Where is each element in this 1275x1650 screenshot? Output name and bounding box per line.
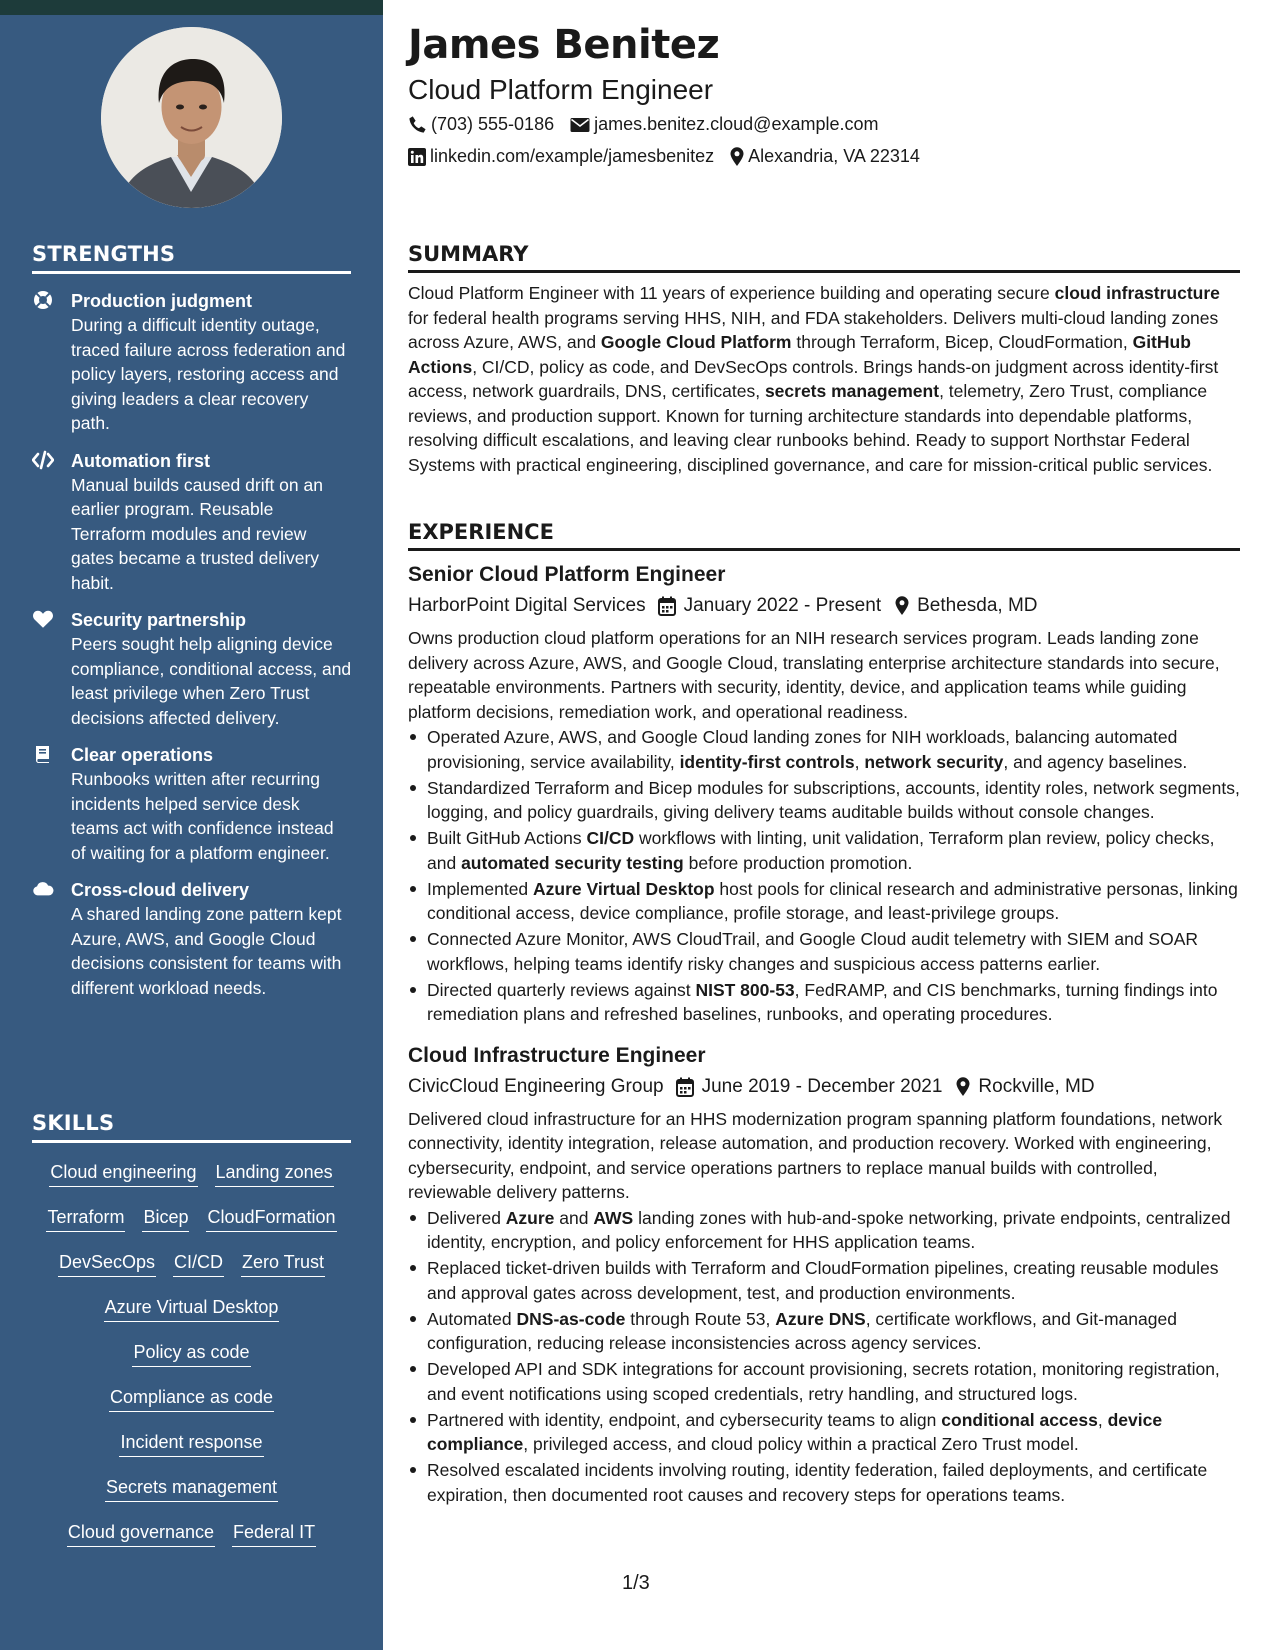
linkedin-icon [408,148,426,166]
job-company: CivicCloud Engineering Group [408,1075,664,1097]
text-run: landing zones with hub-and-spoke networking, private endpoints, centralized identity, encryption, and policy enforcement for HHS application teams. [427,1207,1231,1252]
job-description: Delivered cloud infrastructure for an HHS modernization program spanning platform foundations, network connectivity, identity integration, release automation, and production recovery. Worked with engineering, cybersecurity, endpoint, and service operations partners to replace manual builds with controlled, reviewable delivery patterns. [408,1108,1223,1202]
calendar-icon [658,596,676,616]
contact-email[interactable] [570,114,878,135]
text-run: Connected Azure Monitor, AWS CloudTrail, and Google Cloud audit telemetry with SIEM and SOAR workflows, helping teams identify risky changes and suspicious access patterns earlier. [427,929,1199,974]
life-ring-icon [32,290,54,310]
candidate-name: James Benitez [408,22,720,68]
text-run: , certificate workflows, and Git-managed configuration, reducing release inconsistencies across agency services. [427,1308,1177,1353]
text-run: and [554,1207,594,1228]
contact-phone [408,114,554,135]
strength-description: During a difficult identity outage, traced failure across federation and policy layers, restoring access and giving leaders a clear recovery path. [71,315,346,433]
job-bullet [408,927,1240,976]
skills-list [30,1160,353,1565]
text-run: Partnered with identity, endpoint, and cybersecurity teams to align [427,1409,942,1430]
job-bullet [408,776,1240,825]
text-run: Implemented [427,878,534,899]
experience-section [408,520,1240,1509]
emphasis-text: GitHub Actions [408,332,1191,377]
contact-linkedin[interactable] [408,146,714,167]
text-run: Delivered [427,1207,506,1228]
emphasis-text: AWS [593,1207,634,1228]
job-entry [408,561,1240,1027]
location-text: Alexandria, VA 22314 [748,146,920,166]
text-run: , CI/CD, policy as code, and DevSecOps controls. Brings hands-on judgment across identity-first access, network guardrails, DNS, certificates, [408,356,1219,401]
summary-section [408,242,1240,477]
emphasis-text: Azure Virtual Desktop [533,878,715,899]
experience-heading: EXPERIENCE [408,520,1240,551]
strengths-list [32,289,352,1013]
strength-item [32,289,352,436]
text-run: before production promotion. [683,852,913,873]
cloud-icon [32,879,54,899]
linkedin-text[interactable]: linkedin.com/example/jamesbenitez [430,146,715,166]
job-bullet [408,1307,1240,1356]
candidate-title: Cloud Platform Engineer [408,74,714,105]
job-bullet [408,978,1240,1027]
summary-text [408,281,1240,477]
emphasis-text: Google Cloud Platform [600,332,792,352]
contact-row [408,114,879,135]
emphasis-text: identity-first controls [679,751,855,772]
text-run: Built GitHub Actions [427,828,587,848]
phone-icon [408,115,427,134]
strength-title: Automation first [71,450,210,471]
job-title: Senior Cloud Platform Engineer [408,563,726,586]
text-run: , [854,751,865,772]
contact-location [730,146,920,167]
skill-tag: Policy as code [132,1340,250,1367]
job-bullet [408,725,1240,774]
emphasis-text: conditional access [941,1409,1098,1430]
page-number: 1/3 [622,1572,650,1594]
job-location: Bethesda, MD [917,595,1038,616]
text-run: for federal health programs serving HHS, NIH, and FDA stakeholders. Delivers multi-cloud landing zones across Azure, AWS, and [408,307,1219,352]
strength-item [32,878,352,1000]
text-run: workflows with linting, unit validation, Terraform plan review, policy checks, and [427,828,1215,873]
contact-row [408,146,920,167]
text-run: Operated Azure, AWS, and Google Cloud landing zones for NIH workloads, balancing automated provisioning, service availability, [427,727,1178,772]
skill-tag: Terraform [46,1205,125,1232]
emphasis-text: automated security testing [461,852,684,873]
job-dates: June 2019 - December 2021 [701,1075,943,1097]
skill-row [30,1205,353,1250]
strength-description: Manual builds caused drift on an earlier program. Reusable Terraform modules and review gates became a trusted delivery habit. [71,474,323,593]
sidebar-top-bar [0,0,383,15]
strength-title: Production judgment [71,291,252,311]
skill-row [30,1520,353,1565]
skill-row [30,1430,353,1475]
emphasis-text: NIST 800-53 [695,979,795,1000]
skill-tag: CI/CD [173,1250,224,1277]
job-dates: January 2022 - Present [683,595,882,616]
strength-description: Runbooks written after recurring incidents helped service desk teams act with confidence instead of waiting for a platform engineer. [71,769,334,863]
text-run: Resolved escalated incidents involving routing, identity federation, failed deployments, and certificate expiration, then documented root causes and recovery steps for operations teams. [427,1460,1208,1505]
job-location: Rockville, MD [978,1075,1095,1097]
envelope-icon [570,117,590,133]
profile-photo [101,27,282,208]
job-bullet [408,1458,1240,1507]
text-run: Standardized Terraform and Bicep modules for subscriptions, accounts, identity roles, network segments, logging, and policy guardrails, giving delivery teams auditable builds without console changes. [427,777,1240,822]
job-description: Owns production cloud platform operations for an NIH research services program. Leads landing zone delivery across Azure, AWS, and Google Cloud, translating enterprise architecture standards into secure, repeatable environments. Partners with security, identity, device, and application teams while guiding platform decisions, remediation work, and operational readiness. [408,628,1220,722]
skill-row [30,1340,353,1385]
strength-title: Clear operations [71,745,214,765]
text-run: Replaced ticket-driven builds with Terraform and CloudFormation pipelines, creating reusable modules and approval gates across development, test, and production environments. [427,1258,1219,1303]
strength-item [32,449,352,596]
job-entry [408,1042,1240,1508]
text-run: Automated [427,1308,517,1329]
emphasis-text: Azure DNS [775,1308,866,1329]
skills-heading: SKILLS [32,1111,351,1143]
job-company: HarborPoint Digital Services [408,595,646,616]
skill-tag: DevSecOps [58,1250,156,1277]
text-run: , FedRAMP, and CIS benchmarks, turning findings into remediation plans and refreshed baselines, runbooks, and operating procedures. [427,979,1218,1024]
strengths-heading: STRENGTHS [32,242,351,274]
strength-description: A shared landing zone pattern kept Azure, AWS, and Google Cloud decisions consistent for teams with different workload needs. [71,904,342,998]
text-run: through Terraform, Bicep, CloudFormation, [791,332,1133,352]
skill-tag: Compliance as code [109,1385,274,1412]
phone-text: (703) 555-0186 [431,114,555,134]
job-bullet [408,1256,1240,1305]
job-bullets [408,725,1240,1027]
text-run: Cloud Platform Engineer with 11 years of experience building and operating secure [408,283,1055,303]
text-run: , privileged access, and cloud policy within a practical Zero Trust model. [523,1434,1079,1454]
skill-tag: Cloud governance [67,1520,215,1547]
strength-item [32,608,352,730]
job-bullet [408,1206,1240,1255]
skill-row [30,1160,353,1205]
text-run: through Route 53, [625,1308,776,1329]
job-bullet [408,1408,1240,1457]
emphasis-text: network security [864,751,1004,772]
job-meta [408,592,1240,620]
skill-tag: Landing zones [215,1160,334,1187]
code-icon [32,450,54,470]
text-run: , and agency baselines. [1003,751,1188,772]
emphasis-text: CI/CD [586,828,635,848]
job-bullet [408,1357,1240,1406]
sidebar [0,0,383,1650]
skill-tag: Zero Trust [241,1250,325,1277]
skill-tag: Cloud engineering [49,1160,197,1187]
skill-row [30,1475,353,1520]
job-bullet [408,877,1240,926]
map-pin-icon [895,596,909,616]
skill-tag: Incident response [119,1430,263,1457]
skill-tag: Federal IT [232,1520,316,1547]
emphasis-text: cloud infrastructure [1054,283,1220,303]
skill-tag: Azure Virtual Desktop [104,1295,280,1322]
emphasis-text: Azure [505,1207,555,1228]
skill-tag: Bicep [142,1205,189,1232]
skill-tag: Secrets management [105,1475,278,1502]
strength-item [32,743,352,865]
calendar-icon [676,1077,694,1097]
skill-row [30,1385,353,1430]
skill-row [30,1295,353,1340]
map-pin-icon [956,1077,970,1097]
skill-row [30,1250,353,1295]
text-run: host pools for clinical research and administrative personas, linking conditional access, device compliance, profile storage, and least-privilege groups. [427,878,1238,923]
summary-heading: SUMMARY [408,242,1240,273]
text-run: Developed API and SDK integrations for account provisioning, secrets rotation, monitoring registration, and event notifications using scoped credentials, retry handling, and structured logs. [427,1359,1220,1404]
job-bullet [408,826,1240,875]
job-title: Cloud Infrastructure Engineer [408,1043,706,1067]
strength-title: Cross-cloud delivery [71,880,250,900]
emphasis-text: DNS-as-code [516,1308,626,1329]
emphasis-text: secrets management [764,381,940,401]
text-run: Directed quarterly reviews against [427,979,696,1000]
job-meta [408,1073,1240,1101]
book-icon [32,744,54,764]
email-text[interactable]: james.benitez.cloud@example.com [594,114,879,134]
text-run: , [1097,1409,1108,1430]
strength-description: Peers sought help aligning device compliance, conditional access, and least privilege when Zero Trust decisions affected delivery. [71,634,352,728]
emphasis-text: device compliance [427,1409,1163,1454]
text-run: , telemetry, Zero Trust, compliance reviews, and production support. Known for turning architecture standards into dependable platforms, resolving difficult escalations, and leaving clear runbooks behind. Ready to support Northstar Federal Systems with practical engineering, disciplined governance, and care for mission-critical public services. [408,381,1213,475]
job-bullets [408,1206,1240,1508]
strength-title: Security partnership [71,610,247,630]
map-pin-icon [730,147,744,167]
heart-icon [32,609,54,629]
skill-tag: CloudFormation [206,1205,336,1232]
